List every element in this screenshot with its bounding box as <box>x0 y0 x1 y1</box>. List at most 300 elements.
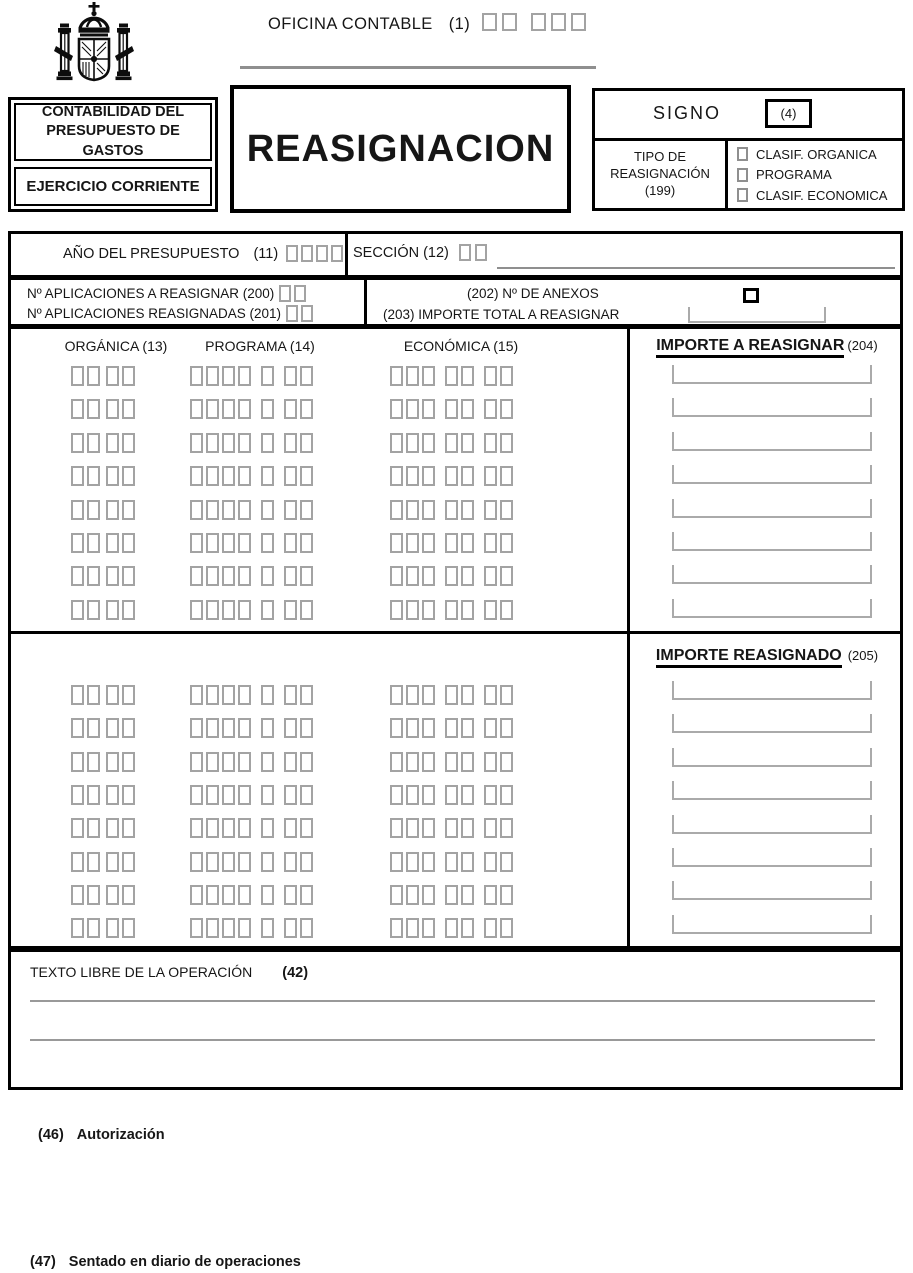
digit-box[interactable] <box>284 852 297 872</box>
importe-reasignado-field[interactable] <box>672 681 872 700</box>
digit-box[interactable] <box>406 918 419 938</box>
digit-box[interactable] <box>390 718 403 738</box>
digit-box[interactable] <box>261 885 274 905</box>
digit-box[interactable] <box>122 566 135 586</box>
digit-box[interactable] <box>422 433 435 453</box>
digit-box[interactable] <box>284 752 297 772</box>
importe-reasignado-field[interactable] <box>672 815 872 834</box>
digit-box[interactable] <box>300 533 313 553</box>
digit-box[interactable] <box>500 752 513 772</box>
digit-box[interactable] <box>190 818 203 838</box>
digit-box[interactable] <box>87 433 100 453</box>
digit-box[interactable] <box>500 852 513 872</box>
digit-box[interactable] <box>406 852 419 872</box>
digit-box[interactable] <box>294 285 306 302</box>
importe-reasignado-field[interactable] <box>672 915 872 934</box>
importe-a-reasignar-field[interactable] <box>672 398 872 417</box>
digit-box[interactable] <box>238 818 251 838</box>
digit-box[interactable] <box>238 366 251 386</box>
digit-box[interactable] <box>87 366 100 386</box>
digit-box[interactable] <box>301 245 313 262</box>
digit-box[interactable] <box>500 399 513 419</box>
digit-box[interactable] <box>87 399 100 419</box>
digit-box[interactable] <box>500 533 513 553</box>
digit-box[interactable] <box>422 533 435 553</box>
digit-box[interactable] <box>422 685 435 705</box>
digit-box[interactable] <box>222 852 235 872</box>
digit-box[interactable] <box>222 818 235 838</box>
digit-box[interactable] <box>87 600 100 620</box>
digit-box[interactable] <box>106 685 119 705</box>
digit-box[interactable] <box>238 885 251 905</box>
digit-box[interactable] <box>284 885 297 905</box>
digit-box[interactable] <box>445 918 458 938</box>
digit-box[interactable] <box>106 600 119 620</box>
digit-box[interactable] <box>484 433 497 453</box>
digit-box[interactable] <box>284 466 297 486</box>
digit-box[interactable] <box>500 500 513 520</box>
digit-box[interactable] <box>122 466 135 486</box>
digit-box[interactable] <box>261 466 274 486</box>
digit-box[interactable] <box>390 785 403 805</box>
digit-box[interactable] <box>122 533 135 553</box>
digit-box[interactable] <box>284 399 297 419</box>
digit-box[interactable] <box>461 685 474 705</box>
digit-box[interactable] <box>71 785 84 805</box>
digit-box[interactable] <box>445 366 458 386</box>
importe-a-reasignar-field[interactable] <box>672 465 872 484</box>
digit-box[interactable] <box>406 533 419 553</box>
digit-box[interactable] <box>106 752 119 772</box>
digit-box[interactable] <box>71 500 84 520</box>
digit-box[interactable] <box>261 785 274 805</box>
digit-box[interactable] <box>284 600 297 620</box>
digit-box[interactable] <box>190 718 203 738</box>
digit-box[interactable] <box>71 399 84 419</box>
digit-box[interactable] <box>222 399 235 419</box>
digit-box[interactable] <box>475 244 487 261</box>
digit-box[interactable] <box>190 685 203 705</box>
digit-box[interactable] <box>390 500 403 520</box>
digit-box[interactable] <box>551 13 566 31</box>
digit-box[interactable] <box>484 718 497 738</box>
tipo-option-checkbox[interactable] <box>737 188 748 202</box>
digit-box[interactable] <box>406 466 419 486</box>
digit-box[interactable] <box>238 466 251 486</box>
digit-box[interactable] <box>71 718 84 738</box>
digit-box[interactable] <box>300 399 313 419</box>
digit-box[interactable] <box>406 500 419 520</box>
digit-box[interactable] <box>406 399 419 419</box>
digit-box[interactable] <box>500 433 513 453</box>
digit-box[interactable] <box>206 818 219 838</box>
digit-box[interactable] <box>206 752 219 772</box>
digit-box[interactable] <box>190 852 203 872</box>
digit-box[interactable] <box>206 533 219 553</box>
digit-box[interactable] <box>422 918 435 938</box>
digit-box[interactable] <box>500 685 513 705</box>
digit-box[interactable] <box>406 718 419 738</box>
digit-box[interactable] <box>500 818 513 838</box>
digit-box[interactable] <box>461 600 474 620</box>
digit-box[interactable] <box>461 399 474 419</box>
digit-box[interactable] <box>261 685 274 705</box>
digit-box[interactable] <box>484 500 497 520</box>
digit-box[interactable] <box>300 466 313 486</box>
digit-box[interactable] <box>71 818 84 838</box>
digit-box[interactable] <box>238 500 251 520</box>
digit-box[interactable] <box>390 918 403 938</box>
digit-box[interactable] <box>286 305 298 322</box>
digit-box[interactable] <box>190 600 203 620</box>
digit-box[interactable] <box>484 566 497 586</box>
digit-box[interactable] <box>190 785 203 805</box>
digit-box[interactable] <box>300 752 313 772</box>
digit-box[interactable] <box>390 600 403 620</box>
digit-box[interactable] <box>190 466 203 486</box>
digit-box[interactable] <box>238 785 251 805</box>
digit-box[interactable] <box>500 718 513 738</box>
digit-box[interactable] <box>390 366 403 386</box>
digit-box[interactable] <box>222 366 235 386</box>
digit-box[interactable] <box>284 685 297 705</box>
digit-box[interactable] <box>422 818 435 838</box>
digit-box[interactable] <box>106 433 119 453</box>
digit-box[interactable] <box>238 718 251 738</box>
importe-reasignado-field[interactable] <box>672 848 872 867</box>
digit-box[interactable] <box>190 566 203 586</box>
digit-box[interactable] <box>406 785 419 805</box>
digit-box[interactable] <box>484 366 497 386</box>
digit-box[interactable] <box>261 533 274 553</box>
digit-box[interactable] <box>261 366 274 386</box>
digit-box[interactable] <box>284 366 297 386</box>
digit-box[interactable] <box>106 533 119 553</box>
digit-box[interactable] <box>284 533 297 553</box>
digit-box[interactable] <box>461 718 474 738</box>
digit-box[interactable] <box>190 366 203 386</box>
tipo-option-checkbox[interactable] <box>737 147 748 161</box>
digit-box[interactable] <box>238 600 251 620</box>
digit-box[interactable] <box>445 752 458 772</box>
digit-box[interactable] <box>261 818 274 838</box>
digit-box[interactable] <box>190 500 203 520</box>
digit-box[interactable] <box>261 852 274 872</box>
digit-box[interactable] <box>461 366 474 386</box>
importe-a-reasignar-field[interactable] <box>672 532 872 551</box>
digit-box[interactable] <box>87 852 100 872</box>
digit-box[interactable] <box>300 785 313 805</box>
anexos-checkbox[interactable] <box>743 288 759 303</box>
digit-box[interactable] <box>222 566 235 586</box>
digit-box[interactable] <box>445 600 458 620</box>
digit-box[interactable] <box>261 600 274 620</box>
digit-box[interactable] <box>106 399 119 419</box>
digit-box[interactable] <box>300 433 313 453</box>
digit-box[interactable] <box>222 885 235 905</box>
digit-box[interactable] <box>122 366 135 386</box>
digit-box[interactable] <box>390 566 403 586</box>
digit-box[interactable] <box>190 885 203 905</box>
importe-total-field[interactable] <box>688 307 826 323</box>
digit-box[interactable] <box>300 918 313 938</box>
digit-box[interactable] <box>445 785 458 805</box>
digit-box[interactable] <box>238 918 251 938</box>
digit-box[interactable] <box>461 466 474 486</box>
digit-box[interactable] <box>461 433 474 453</box>
digit-box[interactable] <box>461 885 474 905</box>
digit-box[interactable] <box>206 918 219 938</box>
seccion-write-line[interactable] <box>497 267 895 269</box>
digit-box[interactable] <box>87 885 100 905</box>
digit-box[interactable] <box>87 918 100 938</box>
digit-box[interactable] <box>300 718 313 738</box>
digit-box[interactable] <box>484 685 497 705</box>
digit-box[interactable] <box>206 785 219 805</box>
digit-box[interactable] <box>500 566 513 586</box>
digit-box[interactable] <box>390 885 403 905</box>
digit-box[interactable] <box>122 500 135 520</box>
digit-box[interactable] <box>238 752 251 772</box>
digit-box[interactable] <box>261 500 274 520</box>
digit-box[interactable] <box>500 600 513 620</box>
digit-box[interactable] <box>222 718 235 738</box>
digit-box[interactable] <box>206 718 219 738</box>
digit-box[interactable] <box>484 752 497 772</box>
digit-box[interactable] <box>106 885 119 905</box>
digit-box[interactable] <box>422 500 435 520</box>
digit-box[interactable] <box>122 399 135 419</box>
digit-box[interactable] <box>445 566 458 586</box>
digit-box[interactable] <box>122 600 135 620</box>
digit-box[interactable] <box>482 13 497 31</box>
digit-box[interactable] <box>238 566 251 586</box>
digit-box[interactable] <box>484 885 497 905</box>
digit-box[interactable] <box>500 885 513 905</box>
digit-box[interactable] <box>300 600 313 620</box>
digit-box[interactable] <box>406 433 419 453</box>
digit-box[interactable] <box>222 785 235 805</box>
digit-box[interactable] <box>206 433 219 453</box>
digit-box[interactable] <box>445 500 458 520</box>
digit-box[interactable] <box>284 433 297 453</box>
digit-box[interactable] <box>500 785 513 805</box>
digit-box[interactable] <box>238 433 251 453</box>
digit-box[interactable] <box>461 818 474 838</box>
digit-box[interactable] <box>222 500 235 520</box>
digit-box[interactable] <box>461 918 474 938</box>
importe-a-reasignar-field[interactable] <box>672 565 872 584</box>
digit-box[interactable] <box>406 885 419 905</box>
digit-box[interactable] <box>71 600 84 620</box>
digit-box[interactable] <box>106 852 119 872</box>
digit-box[interactable] <box>406 752 419 772</box>
importe-a-reasignar-field[interactable] <box>672 599 872 618</box>
digit-box[interactable] <box>461 500 474 520</box>
digit-box[interactable] <box>422 718 435 738</box>
digit-box[interactable] <box>222 533 235 553</box>
digit-box[interactable] <box>300 685 313 705</box>
digit-box[interactable] <box>461 785 474 805</box>
digit-box[interactable] <box>106 918 119 938</box>
digit-box[interactable] <box>316 245 328 262</box>
digit-box[interactable] <box>531 13 546 31</box>
digit-box[interactable] <box>484 399 497 419</box>
digit-box[interactable] <box>71 918 84 938</box>
digit-box[interactable] <box>71 566 84 586</box>
digit-box[interactable] <box>484 852 497 872</box>
digit-box[interactable] <box>106 718 119 738</box>
digit-box[interactable] <box>222 466 235 486</box>
digit-box[interactable] <box>71 852 84 872</box>
digit-box[interactable] <box>122 785 135 805</box>
digit-box[interactable] <box>222 752 235 772</box>
digit-box[interactable] <box>284 718 297 738</box>
digit-box[interactable] <box>71 466 84 486</box>
digit-box[interactable] <box>87 752 100 772</box>
digit-box[interactable] <box>484 533 497 553</box>
digit-box[interactable] <box>390 685 403 705</box>
digit-box[interactable] <box>87 718 100 738</box>
digit-box[interactable] <box>390 752 403 772</box>
digit-box[interactable] <box>422 852 435 872</box>
digit-box[interactable] <box>406 600 419 620</box>
digit-box[interactable] <box>122 818 135 838</box>
digit-box[interactable] <box>206 500 219 520</box>
digit-box[interactable] <box>390 466 403 486</box>
digit-box[interactable] <box>390 852 403 872</box>
digit-box[interactable] <box>106 500 119 520</box>
digit-box[interactable] <box>445 852 458 872</box>
digit-box[interactable] <box>238 685 251 705</box>
digit-box[interactable] <box>484 918 497 938</box>
digit-box[interactable] <box>190 533 203 553</box>
digit-box[interactable] <box>331 245 343 262</box>
importe-reasignado-field[interactable] <box>672 881 872 900</box>
digit-box[interactable] <box>261 718 274 738</box>
digit-box[interactable] <box>71 752 84 772</box>
digit-box[interactable] <box>445 885 458 905</box>
digit-box[interactable] <box>206 685 219 705</box>
digit-box[interactable] <box>406 818 419 838</box>
digit-box[interactable] <box>484 466 497 486</box>
digit-box[interactable] <box>484 600 497 620</box>
texto-libre-write-line-1[interactable] <box>30 1000 875 1002</box>
digit-box[interactable] <box>122 918 135 938</box>
digit-box[interactable] <box>406 366 419 386</box>
digit-box[interactable] <box>445 685 458 705</box>
digit-box[interactable] <box>461 566 474 586</box>
digit-box[interactable] <box>445 466 458 486</box>
digit-box[interactable] <box>122 685 135 705</box>
digit-box[interactable] <box>459 244 471 261</box>
digit-box[interactable] <box>484 785 497 805</box>
digit-box[interactable] <box>206 885 219 905</box>
digit-box[interactable] <box>445 433 458 453</box>
digit-box[interactable] <box>300 500 313 520</box>
digit-box[interactable] <box>87 818 100 838</box>
digit-box[interactable] <box>500 466 513 486</box>
importe-reasignado-field[interactable] <box>672 714 872 733</box>
digit-box[interactable] <box>422 566 435 586</box>
digit-box[interactable] <box>261 566 274 586</box>
digit-box[interactable] <box>122 885 135 905</box>
digit-box[interactable] <box>106 818 119 838</box>
digit-box[interactable] <box>261 752 274 772</box>
digit-box[interactable] <box>206 399 219 419</box>
digit-box[interactable] <box>445 399 458 419</box>
digit-box[interactable] <box>206 852 219 872</box>
digit-box[interactable] <box>461 852 474 872</box>
digit-box[interactable] <box>445 818 458 838</box>
digit-box[interactable] <box>106 466 119 486</box>
digit-box[interactable] <box>461 752 474 772</box>
digit-box[interactable] <box>106 566 119 586</box>
digit-box[interactable] <box>222 433 235 453</box>
digit-box[interactable] <box>122 752 135 772</box>
digit-box[interactable] <box>300 852 313 872</box>
digit-box[interactable] <box>279 285 291 302</box>
digit-box[interactable] <box>87 500 100 520</box>
digit-box[interactable] <box>406 566 419 586</box>
digit-box[interactable] <box>284 785 297 805</box>
signo-field[interactable]: (4) <box>765 99 812 128</box>
importe-a-reasignar-field[interactable] <box>672 499 872 518</box>
digit-box[interactable] <box>422 366 435 386</box>
digit-box[interactable] <box>122 718 135 738</box>
digit-box[interactable] <box>222 918 235 938</box>
digit-box[interactable] <box>390 533 403 553</box>
digit-box[interactable] <box>500 366 513 386</box>
importe-a-reasignar-field[interactable] <box>672 365 872 384</box>
digit-box[interactable] <box>238 399 251 419</box>
digit-box[interactable] <box>106 366 119 386</box>
digit-box[interactable] <box>222 685 235 705</box>
digit-box[interactable] <box>190 918 203 938</box>
tipo-option-checkbox[interactable] <box>737 168 748 182</box>
digit-box[interactable] <box>71 885 84 905</box>
digit-box[interactable] <box>445 533 458 553</box>
digit-box[interactable] <box>284 918 297 938</box>
digit-box[interactable] <box>301 305 313 322</box>
digit-box[interactable] <box>206 466 219 486</box>
digit-box[interactable] <box>422 885 435 905</box>
digit-box[interactable] <box>300 366 313 386</box>
digit-box[interactable] <box>500 918 513 938</box>
digit-box[interactable] <box>261 433 274 453</box>
importe-reasignado-field[interactable] <box>672 748 872 767</box>
digit-box[interactable] <box>284 500 297 520</box>
digit-box[interactable] <box>422 399 435 419</box>
digit-box[interactable] <box>238 533 251 553</box>
digit-box[interactable] <box>222 600 235 620</box>
digit-box[interactable] <box>571 13 586 31</box>
digit-box[interactable] <box>87 685 100 705</box>
digit-box[interactable] <box>461 533 474 553</box>
digit-box[interactable] <box>261 918 274 938</box>
digit-box[interactable] <box>206 600 219 620</box>
digit-box[interactable] <box>422 466 435 486</box>
digit-box[interactable] <box>286 245 298 262</box>
digit-box[interactable] <box>406 685 419 705</box>
digit-box[interactable] <box>87 785 100 805</box>
importe-a-reasignar-field[interactable] <box>672 432 872 451</box>
texto-libre-write-line-2[interactable] <box>30 1039 875 1041</box>
digit-box[interactable] <box>71 433 84 453</box>
digit-box[interactable] <box>190 433 203 453</box>
digit-box[interactable] <box>390 399 403 419</box>
digit-box[interactable] <box>190 399 203 419</box>
